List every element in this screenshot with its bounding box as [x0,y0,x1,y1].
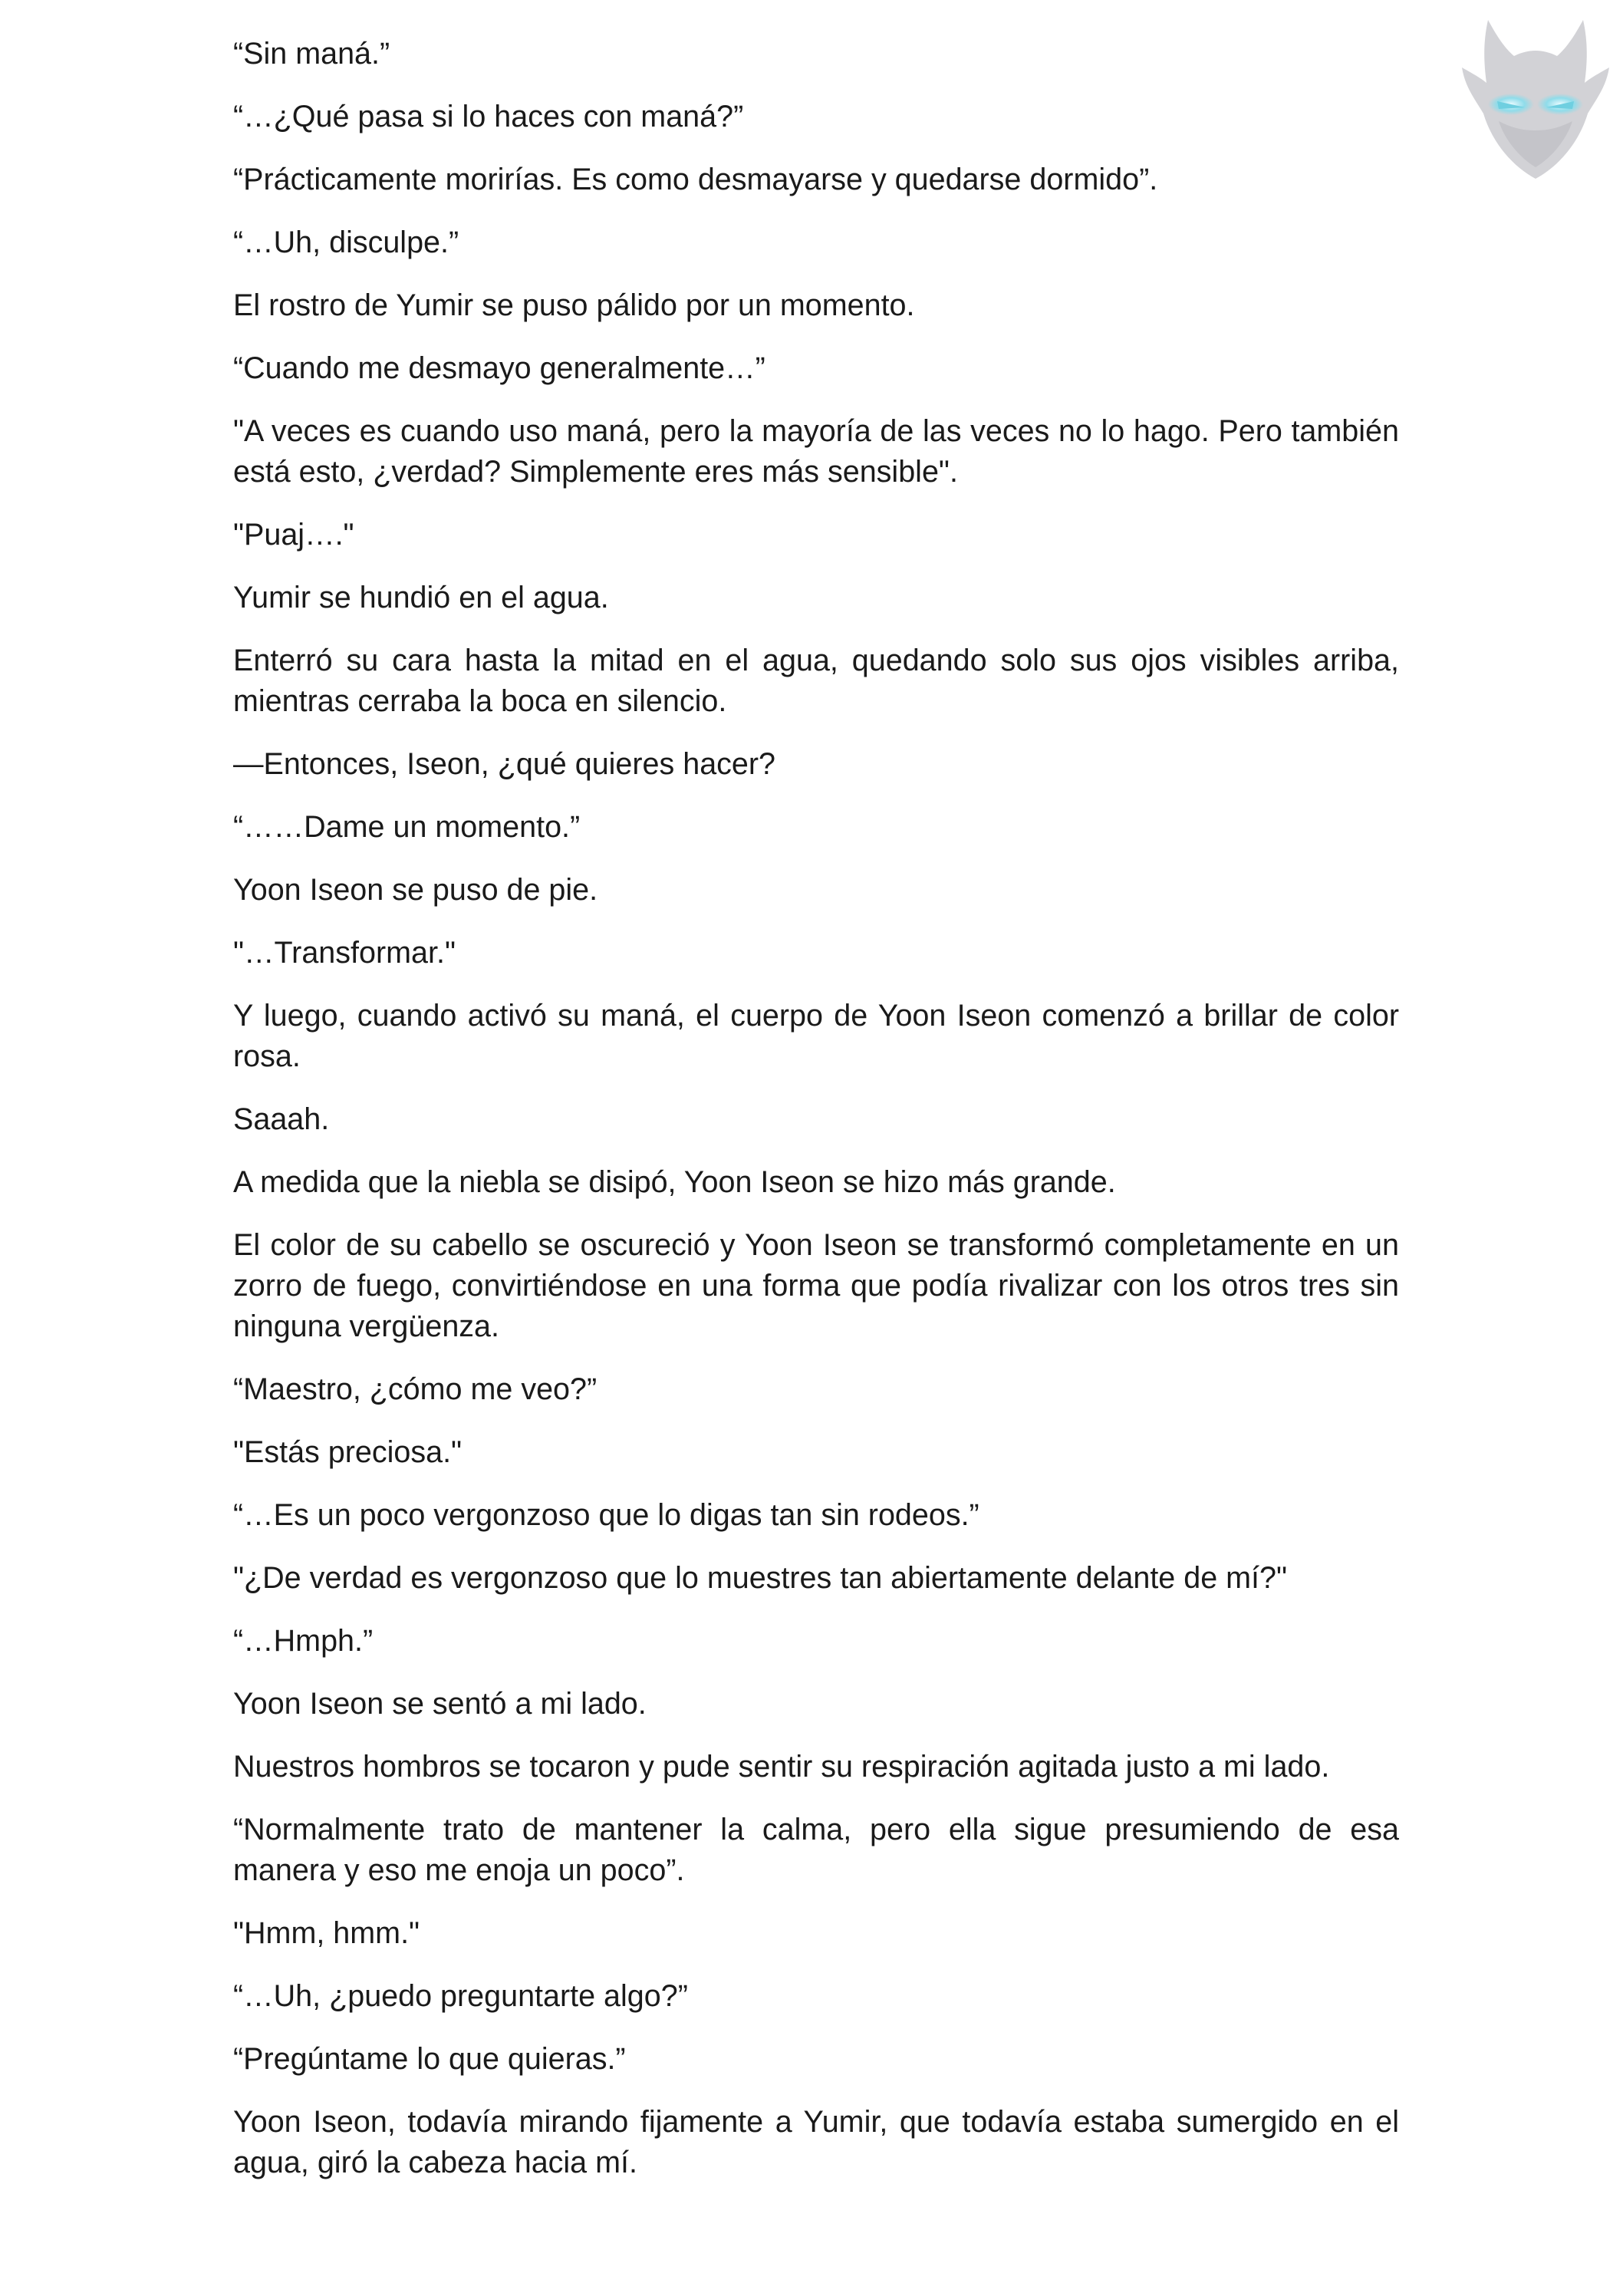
story-paragraph: El color de su cabello se oscureció y Yoon Iseon se transformó completamente en un zorro de fuego, convirtiéndose en una forma que podía rivalizar con los otros tres sin ninguna vergüenza. [233,1228,1399,1343]
story-paragraph: “…Es un poco vergonzoso que lo digas tan sin rodeos.” [233,1498,979,1532]
story-paragraph: Saaah. [233,1102,330,1136]
story-text [233,34,1399,2205]
story-paragraph: —Entonces, Iseon, ¿qué quieres hacer? [233,747,776,781]
story-paragraph: "¿De verdad es vergonzoso que lo muestres tan abiertamente delante de mí?" [233,1561,1288,1595]
story-paragraph: "A veces es cuando uso maná, pero la mayoría de las veces no lo hago. Pero también está esto, ¿verdad? Simplemente eres más sensible". [233,414,1399,489]
story-paragraph: “…¿Qué pasa si lo haces con maná?” [233,100,744,133]
story-paragraph: “…Hmph.” [233,1624,374,1658]
story-paragraph: Nuestros hombros se tocaron y pude sentir su respiración agitada justo a mi lado. [233,1750,1330,1784]
story-paragraph: “Sin maná.” [233,37,390,71]
story-paragraph: A medida que la niebla se disipó, Yoon Iseon se hizo más grande. [233,1165,1116,1199]
story-paragraph: Yoon Iseon, todavía mirando fijamente a Yumir, que todavía estaba sumergido en el agua, giró la cabeza hacia mí. [233,2105,1399,2179]
story-paragraph: Y luego, cuando activó su maná, el cuerpo de Yoon Iseon comenzó a brillar de color rosa. [233,999,1399,1073]
story-paragraph: “Cuando me desmayo generalmente…” [233,351,765,385]
story-paragraph: “Prácticamente morirías. Es como desmayarse y quedarse dormido”. [233,163,1158,196]
story-paragraph: "Estás preciosa." [233,1435,463,1469]
story-paragraph: "…Transformar." [233,936,456,970]
story-paragraph: El rostro de Yumir se puso pálido por un momento. [233,288,915,322]
story-paragraph: “Normalmente trato de mantener la calma, pero ella sigue presumiendo de esa manera y eso me enoja un poco”. [233,1813,1399,1887]
story-paragraph: Yoon Iseon se sentó a mi lado. [233,1687,647,1721]
story-paragraph: “…Uh, ¿puedo preguntarte algo?” [233,1979,688,2013]
story-paragraph: "Puaj…." [233,518,354,552]
story-paragraph: “Maestro, ¿cómo me veo?” [233,1372,598,1406]
story-paragraph: “……Dame un momento.” [233,810,581,844]
story-paragraph: "Hmm, hmm." [233,1916,420,1950]
story-paragraph: “Pregúntame lo que quieras.” [233,2042,626,2076]
story-paragraph: Yumir se hundió en el agua. [233,581,609,614]
story-paragraph: “…Uh, disculpe.” [233,226,459,259]
story-paragraph: Enterró su cara hasta la mitad en el agua, quedando solo sus ojos visibles arriba, mientras cerraba la boca en silencio. [233,644,1399,718]
story-paragraph: Yoon Iseon se puso de pie. [233,873,598,907]
demon-head-icon [1460,14,1611,190]
